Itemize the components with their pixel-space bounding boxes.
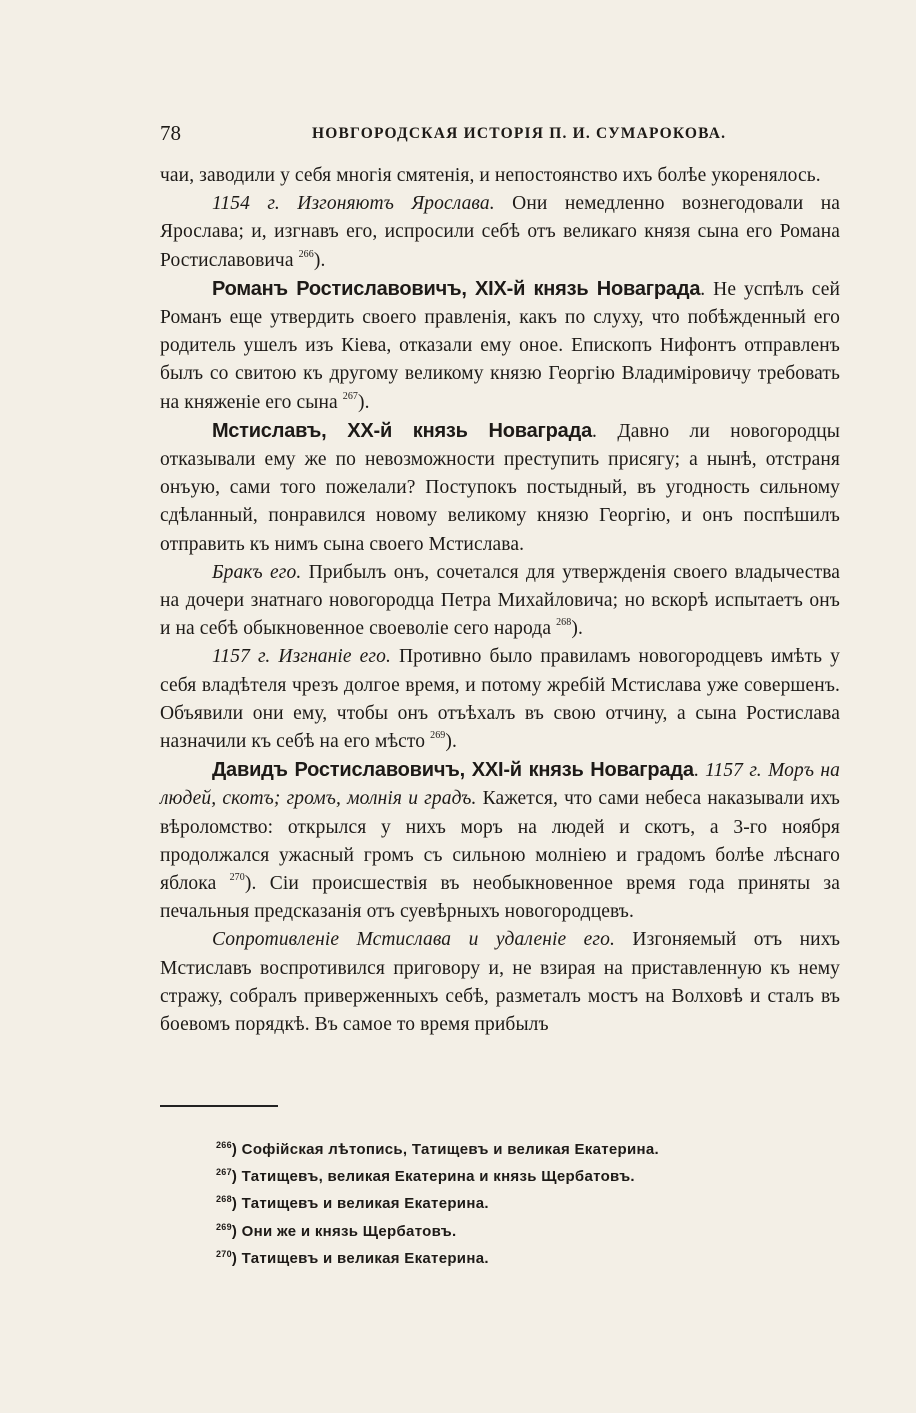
- footnote-number: 269: [216, 1221, 232, 1232]
- footnote: [216, 1245, 836, 1272]
- footnote-divider: [160, 1105, 278, 1107]
- section-heading: Изгнаніе его.: [278, 646, 391, 668]
- paragraph-text: Они немедленно вознегодовали на Ярослава; и, изгнавъ его, испросили себѣ отъ великаго князя сына его Романа Ростиславовича: [160, 193, 840, 271]
- footnote-ref: 268: [556, 617, 572, 629]
- footnote-ref: 267: [342, 390, 359, 402]
- paragraph: [160, 190, 840, 275]
- paragraph: [160, 275, 840, 417]
- year-label: 1157 г.: [212, 646, 271, 668]
- footnote-number: 266: [216, 1140, 232, 1150]
- paragraph: Давидъ Ростиславовичъ, XXI-й князь Новаграда. 1157 г. Моръ на людей, скотъ; громъ, молнія и градъ. Кажется, что сами небеса наказывали ихъ вѣроломство: открылся у нихъ моръ на людей и скотъ, а 3-го ноября продолжался ужасный громъ съ сильною молніею и градомъ болѣе лѣснаго яблока $^{270}$). Сіи происшествія въ необыкновенное время года приняты за печальныя предсказанія отъ суевѣрныхъ новогородцевъ.: [160, 759, 841, 923]
- section-heading: 1157 г. Моръ на людей, скотъ; громъ, молнія и градъ.: [160, 760, 841, 810]
- paragraph-text: . Не успѣлъ сей Романъ еще утвердить своего правленія, какъ по слуху, что побѣжденный его родитель ушелъ изъ Кіева, отказали ему оное. Епископъ Нифонтъ отправленъ былъ со свитою къ другому великому князю Георгію Владиміровичу требовать на княженіе его сына: [160, 278, 840, 413]
- footnote: [216, 1190, 836, 1217]
- footnotes: [216, 1136, 836, 1272]
- footnote: [216, 1163, 836, 1190]
- prince-heading: Давидъ Ростиславовичъ, XXI-й князь Новаграда: [212, 759, 694, 782]
- paragraph: [160, 162, 840, 190]
- footnote-text: ) Софійская лѣтопись, Татищевъ и великая Екатерина.: [231, 1141, 659, 1158]
- footnote-text: ) Они же и князь Щербатовъ.: [231, 1222, 457, 1240]
- paragraph-tail: ).: [358, 391, 370, 413]
- paragraph-text: Изгоняемый отъ нихъ Мстиславъ воспротивился приговору и, не взирая на приставленную къ нему стражу, собралъ приверженныхъ себѣ, разметалъ мостъ на Волховѣ и сталъ въ боевомъ порядкѣ. Въ самое то время прибылъ: [160, 929, 840, 1036]
- section-heading: Бракъ его.: [212, 561, 302, 583]
- footnote-number: 267: [216, 1167, 232, 1178]
- paragraph-text: Прибылъ онъ, сочетался для утвержденія своего владычества на дочери знатнаго новогородца Петра Михайловича; но вскорѣ испытаетъ онъ и на себѣ обыкновенное своеволіе сего народа: [160, 561, 840, 640]
- paragraph: [160, 926, 840, 1039]
- prince-heading: Мстиславъ, XX-й князь Новаграда: [212, 419, 592, 442]
- footnote: [216, 1136, 836, 1163]
- paragraph: [160, 417, 840, 559]
- footnote-ref: 266: [298, 248, 314, 260]
- footnote-text: ) Татищевъ, великая Екатерина и князь Щербатовъ.: [231, 1168, 635, 1186]
- paragraph-text: Противно было правиламъ новогородцевъ имѣть у себя владѣтеля чрезъ долгое время, и потому жребій Мстислава уже совершенъ. Объявили они ему, чтобы онъ отъѣхалъ въ свою отчину, а сына Ростислава назначили къ себѣ на его мѣсто: [160, 646, 841, 753]
- paragraph-tail: ).: [313, 249, 326, 271]
- footnote-text: ) Татищевъ и великая Екатерина.: [231, 1249, 489, 1267]
- footnote-ref: 269: [430, 730, 446, 742]
- running-title: НОВГОРОДСКАЯ ИСТОРІЯ П. И. СУМАРОКОВА.: [312, 125, 727, 142]
- year-label: 1154 г.: [212, 193, 280, 215]
- page-header: [160, 121, 840, 145]
- paragraph-tail: ). Сіи происшествія въ необыкновенное время года приняты за печальныя предсказанія отъ суевѣрныхъ новогородцевъ.: [160, 873, 840, 923]
- page-number: 78: [160, 121, 181, 145]
- footnote: [216, 1218, 836, 1245]
- section-heading: Изгоняютъ Ярослава.: [297, 193, 495, 215]
- paragraph-text: чаи, заводили у себя многія смятенія, и непостоянство ихъ болѣе укоренялось.: [160, 165, 821, 186]
- paragraph-tail: ).: [571, 618, 583, 640]
- body-text: [160, 162, 840, 1039]
- section-heading: Сопротивленіе Мстислава и удаленіе его.: [212, 929, 615, 951]
- paragraph: [160, 559, 840, 644]
- paragraph-text: Кажется, что сами небеса наказывали ихъ вѣроломство: открылся у нихъ моръ на людей и скотъ, а 3-го ноября продолжался ужасный громъ съ сильною молніею и градомъ болѣе лѣснаго яблока: [160, 788, 840, 895]
- footnote-ref: 270: [229, 872, 245, 884]
- prince-heading: Романъ Ростиславовичъ, XIX-й князь Новаграда: [212, 277, 701, 300]
- footnote-text: ) Татищевъ и великая Екатерина.: [231, 1195, 489, 1213]
- footnote-number: 270: [216, 1248, 232, 1259]
- paragraph: [160, 643, 840, 756]
- footnote-number: 268: [216, 1194, 232, 1205]
- paragraph-tail: ).: [445, 731, 457, 753]
- paragraph-text: . Давно ли новогородцы отказывали ему же по невозможности преступить присягу; а нынѣ, отстраня онъую, сами того пожелали? Поступокъ постыдный, въ угодность сильному сдѣланный, понравился новому великому князю Георгію, и онъ поспѣшилъ отправить къ нимъ сына своего Мстислава.: [160, 420, 840, 555]
